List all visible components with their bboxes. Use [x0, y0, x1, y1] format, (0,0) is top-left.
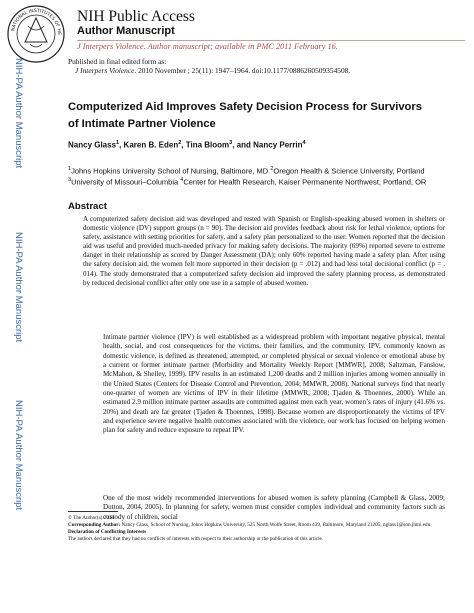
citation	[75, 66, 350, 75]
side-label-author-manuscript: NIH-PA Author Manuscript	[13, 58, 24, 169]
affiliation-mark: 3	[68, 177, 72, 184]
svg-text:NATIONAL INSTITUTES OF HEALTH: NATIONAL INSTITUTES OF HE	[11, 8, 62, 36]
footnotes	[68, 515, 448, 543]
affiliation-mark: 1	[68, 166, 72, 172]
affiliation-text: Center for Health Research, Kaiser Permanente Northwest, Portland, OR	[183, 177, 427, 187]
corresponding-author-line	[68, 522, 448, 529]
paper-title: Computerized Aid Improves Safety Decision Process for Survivors of Intimate Partner Violence	[68, 101, 422, 130]
corresponding-author-text: Nancy Glass, School of Nursing, Johns Hopkins University, 525 North Wolfe Street, Room 439, Baltimore, Maryland 21205; nglass1@son.jhmi.edu.	[120, 521, 432, 528]
side-label-author-manuscript: NIH-PA Author Manuscript	[13, 232, 24, 343]
published-note: Published in final edited form as:	[68, 57, 167, 66]
corresponding-author-label: Corresponding Author:	[68, 521, 121, 528]
author-name: Tina Bloom	[185, 140, 230, 150]
abstract-heading: Abstract	[68, 201, 107, 212]
affiliation-text: Oregon Health & Science University, Portland	[273, 166, 425, 176]
author-name: Nancy Perrin	[253, 140, 303, 150]
abstract-text: A computerized safety decision aid was developed and tested with Spanish or English-speaking abused women in shelters or domestic violence (DV) support groups (n = 90). The decision aid provides feedback about risk for lethal violence, options for safety, assistance with setting priorities for safety, and a safety plan personalized to the user. Women reported that the decision aid was useful and provided much-needed privacy for making safety decisions. The majority (69%) reported severe to extreme danger in their relationship as scored by Danger Assessment (DA); only 60% reported having made a safety plan. After using the safety decision aid, the women felt more supported in their decision (p = .012) and had less total decisional conflict (p = . 014). The study demonstrated that a computerized safety decision aid improved the safety planning process, as demonstrated by reduced decisional conflict after only one use in a sample of abused women.	[83, 215, 445, 287]
footer-divider	[68, 511, 118, 512]
conflict-heading: Declaration of Conflicting Interests	[68, 528, 147, 535]
side-label-author-manuscript: NIH-PA Author Manuscript	[13, 400, 24, 511]
journal-availability-line: J Interpers Violence. Author manuscript; available in PMC 2011 February 16.	[77, 42, 338, 51]
nih-seal-logo	[6, 4, 66, 64]
copyright-line: © The Author(s) 2010	[68, 515, 115, 521]
author-list: Nancy Glass$^1$, Karen B. Eden$^2$, Tina Bloom$^3$, and Nancy Perrin$^4$	[68, 140, 306, 150]
author-affiliation-mark: 3	[229, 140, 233, 146]
affiliation-text: University of Missouri–Columbia	[71, 177, 181, 187]
body-paragraph: Intimate partner violence (IPV) is well established as a widespread problem with important negative physical, mental health, social, and cost consequences for the victims, their families, and the community. IPV, commonly known as domestic violence, is defined as threatened, attempted, or completed physical or sexual violence or emotional abuse by a current or former intimate partner (Morbidity and Mortality Weekly Report [MMWR], 2008; Saltzman, Fanslow, McMahon, & Shelley, 1999). IPV results in an estimated 1,200 deaths and 2 million injuries among women annually in the United States (Centers for Disease Control and Prevention, 2004; MMWR, 2008). National surveys find that nearly one-quarter of women are victims of IPV in their lifetime (MMWR, 2008; Tjaden & Thoennes, 2000). While an estimated 2.9 million intimate partner assaults are committed against men each year, women’s rates of injury (41.6% vs. 20%) and death are far greater (Tjaden & Thoennes, 1998). Because women are disproportionately the victims of IPV and experience severe negative health outcomes associated with the violence, our work has focused on helping women plan for safety and reduce exposure to repeat IPV.	[103, 333, 445, 435]
body-paragraph: One of the most widely recommended interventions for abused women is safety planning (Campbell & Glass, 2009; Dutton, 2004, 2005). In planning for safety, women must consider complex individual and community factors such as custody of children, social	[103, 494, 445, 521]
author-manuscript-label: Author Manuscript	[77, 25, 175, 37]
header-divider	[77, 40, 465, 41]
nih-public-access-title: NIH Public Access	[77, 8, 195, 25]
affiliation-text: Johns Hopkins University School of Nursing, Baltimore, MD	[71, 166, 271, 176]
affiliation-mark: 2	[270, 166, 274, 172]
affiliation-mark: 4	[180, 177, 184, 184]
author-affiliation-mark: 2	[178, 140, 182, 146]
citation-details: . 2010 November ; 25(11): 1947–1964. doi:10.1177/0886260509354508.	[134, 66, 351, 75]
author-affiliation-mark: 1	[116, 140, 120, 146]
author-name: Karen B. Eden	[123, 140, 179, 150]
citation-journal: J Interpers Violence	[75, 66, 135, 75]
conflict-text: The authors declared that they had no conflicts of interests with respect to their authorship or the publication of this article.	[68, 535, 324, 542]
author-name: Nancy Glass	[68, 140, 117, 150]
author-affiliation-mark: 4	[302, 140, 306, 146]
affiliations	[68, 165, 428, 187]
